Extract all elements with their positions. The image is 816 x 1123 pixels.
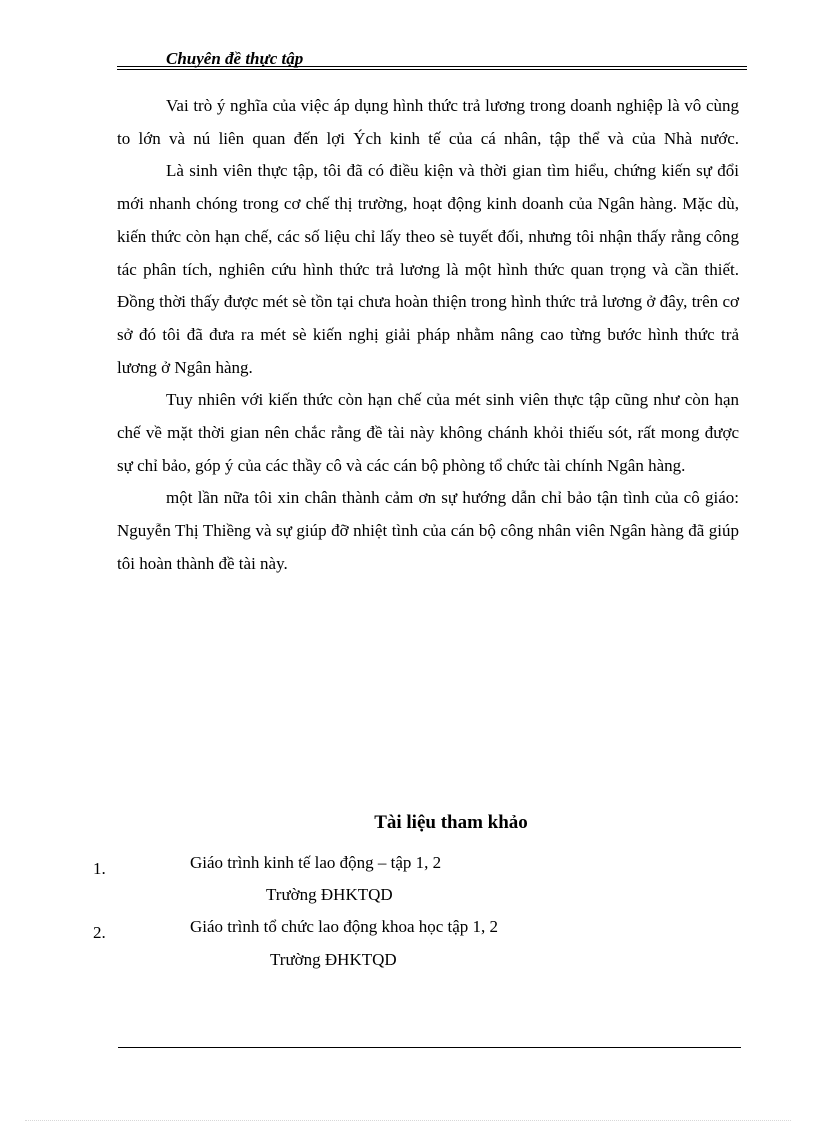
page-edge-divider [25,1120,791,1121]
paragraph: Là sinh viên thực tập, tôi đã có điều kiện và thời gian tìm hiểu, chứng kiến sự đổi mới nhanh chóng trong cơ chế thị trường, hoạt động kinh doanh của Ngân hàng. Mặc dù, kiến thức còn hạn chế, các số liệu chỉ lấy theo sè tuyết đối, nhưng tôi nhận thấy rằng công tác phân tích, nghiên cứu hình thức trả lương là một hình thức quan trọng và cần thiết. Đồng thời thấy được mét sè tồn tại chưa hoàn thiện trong hình thức trả lương ở đây, trên cơ sở đó tôi đã đưa ra mét sè kiến nghị giải pháp nhằm nâng cao từng bước hình thức trả lương ở Ngân hàng. [117,161,739,377]
reference-number: 1. [93,859,106,878]
reference-title: Giáo trình tổ chức lao động khoa học tập 1, 2 [190,917,499,936]
references-title: Tài liệu tham khảo [374,812,528,833]
header-title: Chuyên đề thực tập [166,49,304,68]
header-rule [117,66,747,67]
paragraph: Vai trò ý nghĩa của việc áp dụng hình thức trả lương trong doanh nghiệp là vô cùng to lớn và nú liên quan đến lợi Ých kinh tế của cá nhân, tập thể và của Nhà nước. [117,96,739,148]
footer-rule [118,1047,741,1048]
paragraph: một lần nữa tôi xin chân thành cảm ơn sự hướng dẫn chỉ bảo tận tình của cô giáo: Nguyễn Thị Thiềng và sự giúp đỡ nhiệt tình của cán bộ công nhân viên Ngân hàng đã giúp tôi hoàn thành đề tài này. [117,488,739,573]
paragraph: Tuy nhiên với kiến thức còn hạn chế của mét sinh viên thực tập cũng như còn hạn chế về mặt thời gian nên chắc rằng đề tài này không chánh khỏi thiếu sót, rất mong được sự chỉ bảo, góp ý của các thầy cô và các cán bộ phòng tổ chức tài chính Ngân hàng. [117,390,739,475]
header-rule [117,69,747,70]
reference-number: 2. [93,923,106,942]
reference-title: Giáo trình kinh tế lao động – tập 1, 2 [190,853,442,872]
body-text [117,90,739,581]
reference-publisher: Trường ĐHKTQD [266,885,393,904]
reference-publisher: Trường ĐHKTQD [270,950,397,969]
